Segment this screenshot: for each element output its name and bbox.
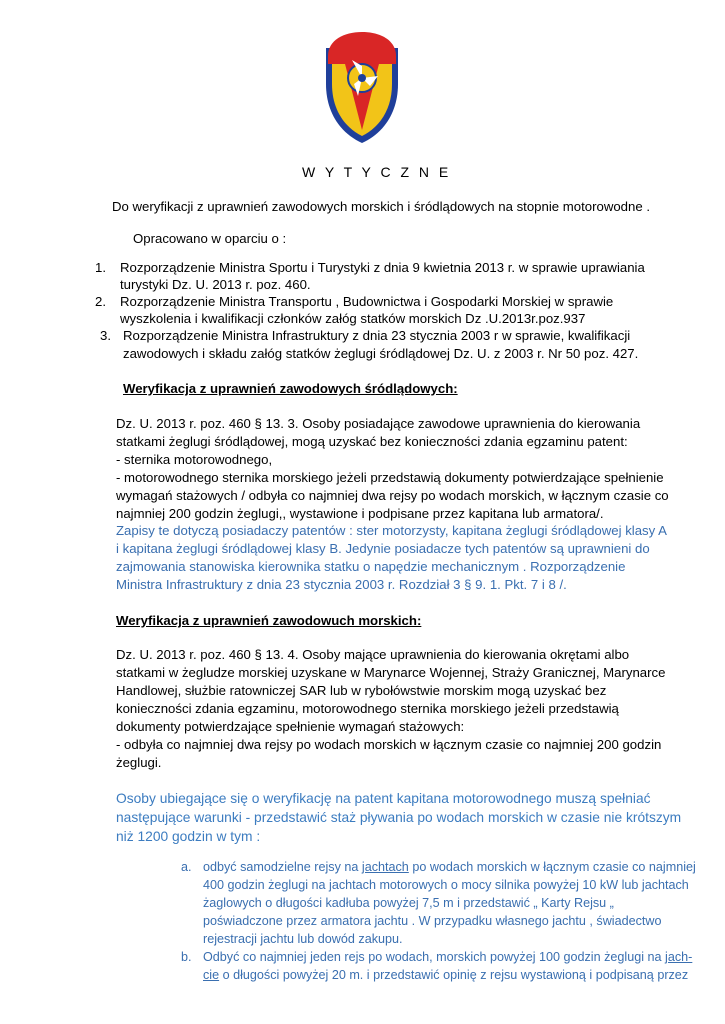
note-line: zajmowania stanowiska kierownika statku o napędzie mechanicznym . Rozporządzenie	[116, 559, 626, 574]
list-item: Rozporządzenie Ministra Infrastruktury z dnia 23 stycznia 2003 r w sprawie, kwalifikacji	[123, 328, 631, 343]
text-span: odbyć samodzielne rejsy na	[203, 860, 362, 874]
list-item: Rozporządzenie Ministra Transportu , Budownictwa i Gospodarki Morskiej w sprawie	[120, 294, 614, 309]
note-line: Ministra Infrastruktury z dnia 23 stycznia 2003 r. Rozdział 3 § 9. 1. Pkt. 7 i 8 /.	[116, 577, 567, 592]
inland-heading: Weryfikacja z uprawnień zawodowych śródlądowych:	[123, 381, 458, 396]
text-span: po wodach morskich w łącznym czasie co najmniej	[408, 860, 696, 874]
jachcie-link-continued[interactable]: cie	[203, 968, 220, 982]
list-marker: 2.	[95, 294, 106, 309]
text-span: o długości powyżej 20 m. i przedstawić opinię z rejsu wystawioną i podpisaną przez	[219, 968, 689, 982]
paragraph-line: najmniej 200 godzin żeglugi,, wystawione i podpisane przez kapitana lub armatora/.	[116, 506, 604, 521]
captain-item-a-line: rejestracji jachtu lub dowód zakupu.	[203, 932, 403, 946]
captain-item-b-line	[203, 967, 688, 985]
paragraph-line: statkami w żegludze morskiej uzyskane w Marynarce Wojennej, Straży Granicznej, Marynarce	[116, 665, 666, 680]
captain-item-a-line	[203, 859, 696, 877]
basis-intro: Opracowano w oparciu o :	[133, 231, 287, 246]
list-item: turystyki Dz. U. 2013 r. poz. 460.	[120, 277, 311, 292]
text-span: Odbyć co najmniej jeden rejs po wodach, morskich powyżej 100 godzin żeglugi na	[203, 950, 666, 964]
note-line: i kapitana żeglugi śródlądowej klasy B. Jedynie posiadacze tych patentów są uprawnieni do	[116, 541, 650, 556]
list-marker: b.	[181, 950, 192, 964]
captain-intro-line: następujące warunki - przedstawić staż pływania po wodach morskich w czasie nie krótszym	[116, 810, 682, 825]
document-subtitle: Do weryfikacji z uprawnień zawodowych morskich i śródlądowych na stopnie motorowodne .	[112, 199, 651, 214]
captain-intro-line: niż 1200 godzin w tym :	[116, 829, 261, 844]
captain-intro-line: Osoby ubiegające się o weryfikację na patent kapitana motorowodnego muszą spełniać	[116, 791, 651, 806]
list-item: zawodowych i składu załóg statków żeglugi śródlądowej Dz. U. z 2003 r. Nr 50 poz. 427.	[123, 346, 639, 361]
note-line: Zapisy te dotyczą posiadaczy patentów : ster motorzysty, kapitana żeglugi śródlądowej klasy A	[116, 523, 667, 538]
list-item: Rozporządzenie Ministra Sportu i Turystyki z dnia 9 kwietnia 2013 r. w sprawie uprawiania	[120, 260, 645, 275]
paragraph-line: Dz. U. 2013 r. poz. 460 § 13. 3. Osoby posiadające zawodowe uprawnienia do kierowania	[116, 416, 641, 431]
paragraph-line: - sternika motorowodnego,	[116, 452, 273, 467]
organization-logo	[322, 30, 402, 146]
document-title: W Y T Y C Z N E	[302, 164, 452, 180]
paragraph-line: - motorowodnego sternika morskiego jeżeli przedstawią dokumenty potwierdzające spełnienie	[116, 470, 664, 485]
jachcie-link[interactable]: jach-	[665, 950, 693, 964]
paragraph-line: Handlowej, służbie ratowniczej SAR lub w rybołówstwie morskim mogą uzyskać bez	[116, 683, 607, 698]
list-marker: 3.	[100, 328, 111, 343]
paragraph-line: Dz. U. 2013 r. poz. 460 § 13. 4. Osoby mające uprawnienia do kierowania okrętami albo	[116, 647, 630, 662]
captain-item-a-line: żaglowych o długości kadłuba powyżej 7,5 m i przedstawić „ Karty Rejsu „	[203, 896, 614, 910]
captain-item-a-line: poświadczone przez armatora jachtu . W przypadku własnego jachtu , świadectwo	[203, 914, 662, 928]
paragraph-line: statkami żeglugi śródlądowej, mogą uzyskać bez konieczności zdania egzaminu patent:	[116, 434, 628, 449]
paragraph-line: konieczności zdania egzaminu, motorowodnego sternika morskiego jeżeli przedstawią	[116, 701, 619, 716]
paragraph-line: - odbyła co najmniej dwa rejsy po wodach morskich w łącznym czasie co najmniej 200 godzin	[116, 737, 662, 752]
paragraph-line: wymagań stażowych / odbyła co najmniej dwa rejsy po wodach morskich, w łącznym czasie co	[116, 488, 669, 503]
list-item: wyszkolenia i kwalifikacji członków załóg statków morskich Dz .U.2013r.poz.937	[120, 311, 586, 326]
paragraph-line: żeglugi.	[116, 755, 162, 770]
list-marker: a.	[181, 860, 192, 874]
list-marker: 1.	[95, 260, 106, 275]
captain-item-b-line	[203, 949, 692, 967]
paragraph-line: dokumenty potwierdzające spełnienie wymagań stażowych:	[116, 719, 465, 734]
jachtach-link[interactable]: jachtach	[361, 860, 409, 874]
captain-item-a-line: 400 godzin żeglugi na jachtach motorowych o mocy silnika powyżej 10 kW lub jachtach	[203, 878, 689, 892]
maritime-heading: Weryfikacja z uprawnień zawodowuch morskich:	[116, 613, 422, 628]
